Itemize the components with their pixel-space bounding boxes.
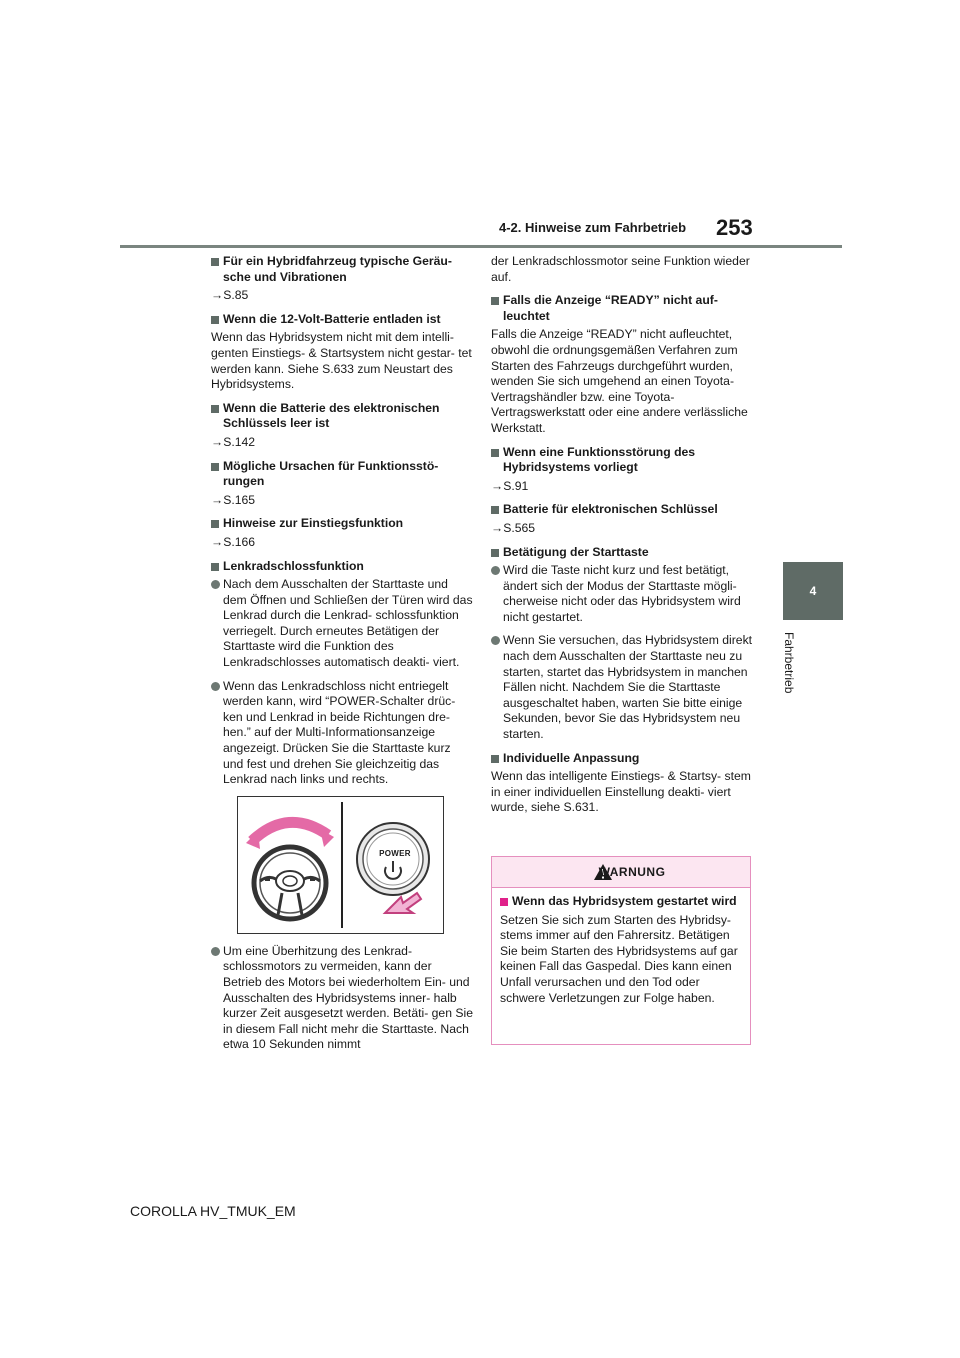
- section-heading: Mögliche Ursachen für Funktionsstö- rungen: [211, 459, 473, 490]
- page-reference: →S.91: [491, 478, 529, 493]
- square-bullet-icon: [491, 449, 499, 457]
- square-bullet-icon: [211, 563, 219, 571]
- bullet-item: Wenn das Lenkradschloss nicht entriegelt werden kann, wird “POWER-Schalter drüc- ken und Lenkrad in beide Richtungen dre- hen.” auf der Multi-Informationsanzeige angezeigt. Drücken Sie die Starttaste kurz und fest und drehen Sie gleichzeitig das Lenkrad nach links und rechts.: [211, 679, 473, 788]
- square-bullet-icon: [211, 520, 219, 528]
- header-divider: [120, 245, 842, 248]
- warning-text: Setzen Sie sich zum Starten des Hybridsy- stems immer auf den Fahrersitz. Betätigen Sie beim Starten des Hybridsystems auf gar keinen Fall das Gaspedal. Dies kann einen Unfall verursachen und den Tod oder schwere Verletzungen zur Folge haben.: [500, 912, 738, 1005]
- round-bullet-icon: [491, 566, 500, 575]
- warning-heading: Wenn das Hybridsystem gestartet wird: [500, 894, 742, 910]
- steering-lock-illustration: [237, 796, 444, 934]
- power-label: POWER: [379, 848, 411, 858]
- section-heading: Wenn eine Funktionsstörung des Hybridsystems vorliegt: [491, 445, 753, 476]
- round-bullet-icon: [211, 947, 220, 956]
- paragraph: der Lenkradschlossmotor seine Funktion wieder auf.: [491, 254, 750, 284]
- section-heading: Hinweise zur Einstiegsfunktion: [211, 516, 473, 532]
- bullet-item: Um eine Überhitzung des Lenkrad- schlossmotors zu vermeiden, kann der Betrieb des Motors bei wiederholtem Ein- und Ausschalten des Hybridsystems inner- halb kurzer Zeit ausgesetzt werden. Betäti- gen Sie in diesem Fall nicht mehr die Starttaste. Nach etwa 10 Sekunden nimmt: [211, 944, 473, 1053]
- page-reference: →S.165: [211, 492, 256, 507]
- warning-label: WARNUNG: [598, 865, 666, 879]
- section-heading: Lenkradschlossfunktion: [211, 559, 473, 575]
- footer-model-code: COROLLA HV_TMUK_EM: [130, 1203, 296, 1219]
- section-heading: Batterie für elektronischen Schlüssel: [491, 502, 753, 518]
- warning-box: [491, 856, 751, 1045]
- page-reference: →S.565: [491, 520, 536, 535]
- page-reference: →S.85: [211, 288, 249, 303]
- page-reference: →S.166: [211, 534, 256, 549]
- section-heading: Falls die Anzeige “READY” nicht auf- leuchtet: [491, 293, 753, 324]
- round-bullet-icon: [211, 580, 220, 589]
- page-reference: →S.142: [211, 434, 256, 449]
- square-bullet-icon: [491, 549, 499, 557]
- chapter-tab: 4: [783, 562, 843, 620]
- square-bullet-icon: [211, 316, 219, 324]
- square-bullet-icon: [491, 506, 499, 514]
- bullet-item: Wird die Taste nicht kurz und fest betätigt, ändert sich der Modus der Starttaste mögli- cherweise nicht oder das Hybridsystem wird nicht gestartet.: [491, 563, 753, 625]
- round-bullet-icon: [211, 682, 220, 691]
- left-column: [211, 254, 473, 1061]
- bullet-item: Wenn Sie versuchen, das Hybridsystem direkt nach dem Ausschalten der Starttaste neu zu starten, startet das Hybridsystem in manchen Fällen nicht. Nachdem Sie die Starttaste ausgeschaltet haben, warten Sie bitte einige Sekunden, bevor Sie das Hybridsystem neu starten.: [491, 633, 753, 742]
- section-title: 4-2. Hinweise zum Fahrbetrieb: [499, 220, 687, 235]
- bullet-item: Nach dem Ausschalten der Starttaste und dem Öffnen und Schließen der Türen wird das Lenkrad durch die Lenkrad- schlossfunktion verriegelt. Durch erneutes Betätigen der Starttaste wird die Funktion des Lenkradschlosses automatisch deakti- viert.: [211, 577, 473, 671]
- chapter-label-text: Fahrbetrieb: [782, 632, 796, 694]
- square-bullet-icon: [211, 463, 219, 471]
- chapter-label: [782, 632, 810, 722]
- right-column: [491, 254, 753, 824]
- section-heading: Für ein Hybridfahrzeug typische Geräu- sche und Vibrationen: [211, 254, 473, 285]
- paragraph: Falls die Anzeige “READY” nicht aufleuchtet, obwohl die ordnungsgemäßen Verfahren zum Starten des Fahrzeugs durchgeführt wurden, wenden Sie sich umgehend an einen Toyota-Vertragshändler bzw. eine Toyota-Vertragswerkstatt oder eine andere verlässliche Werkstatt.: [491, 327, 748, 435]
- square-bullet-icon: [491, 755, 499, 763]
- warning-body: [492, 888, 750, 1006]
- warning-header: [492, 857, 750, 888]
- square-bullet-icon: [211, 405, 219, 413]
- section-heading: Individuelle Anpassung: [491, 751, 753, 767]
- steering-wheel-icon: [238, 797, 341, 933]
- round-bullet-icon: [491, 636, 500, 645]
- square-bullet-icon: [491, 297, 499, 305]
- paragraph: Wenn das Hybridsystem nicht mit dem intelli- genten Einstiegs- & Startsystem nicht gestar- tet werden kann. Siehe S.633 zum Neustart des Hybridsystems.: [211, 330, 472, 392]
- square-bullet-icon: [500, 898, 508, 906]
- page-number: 253: [716, 215, 753, 240]
- paragraph: Wenn das intelligente Einstiegs- & Startsy- stem in einer individuellen Einstellung deakti- viert wurde, siehe S.631.: [491, 769, 751, 815]
- power-button-icon: [343, 797, 443, 933]
- section-heading: Wenn die 12-Volt-Batterie entladen ist: [211, 312, 473, 328]
- section-heading: Wenn die Batterie des elektronischen Schlüssels leer ist: [211, 401, 473, 432]
- section-heading: Betätigung der Starttaste: [491, 545, 753, 561]
- square-bullet-icon: [211, 258, 219, 266]
